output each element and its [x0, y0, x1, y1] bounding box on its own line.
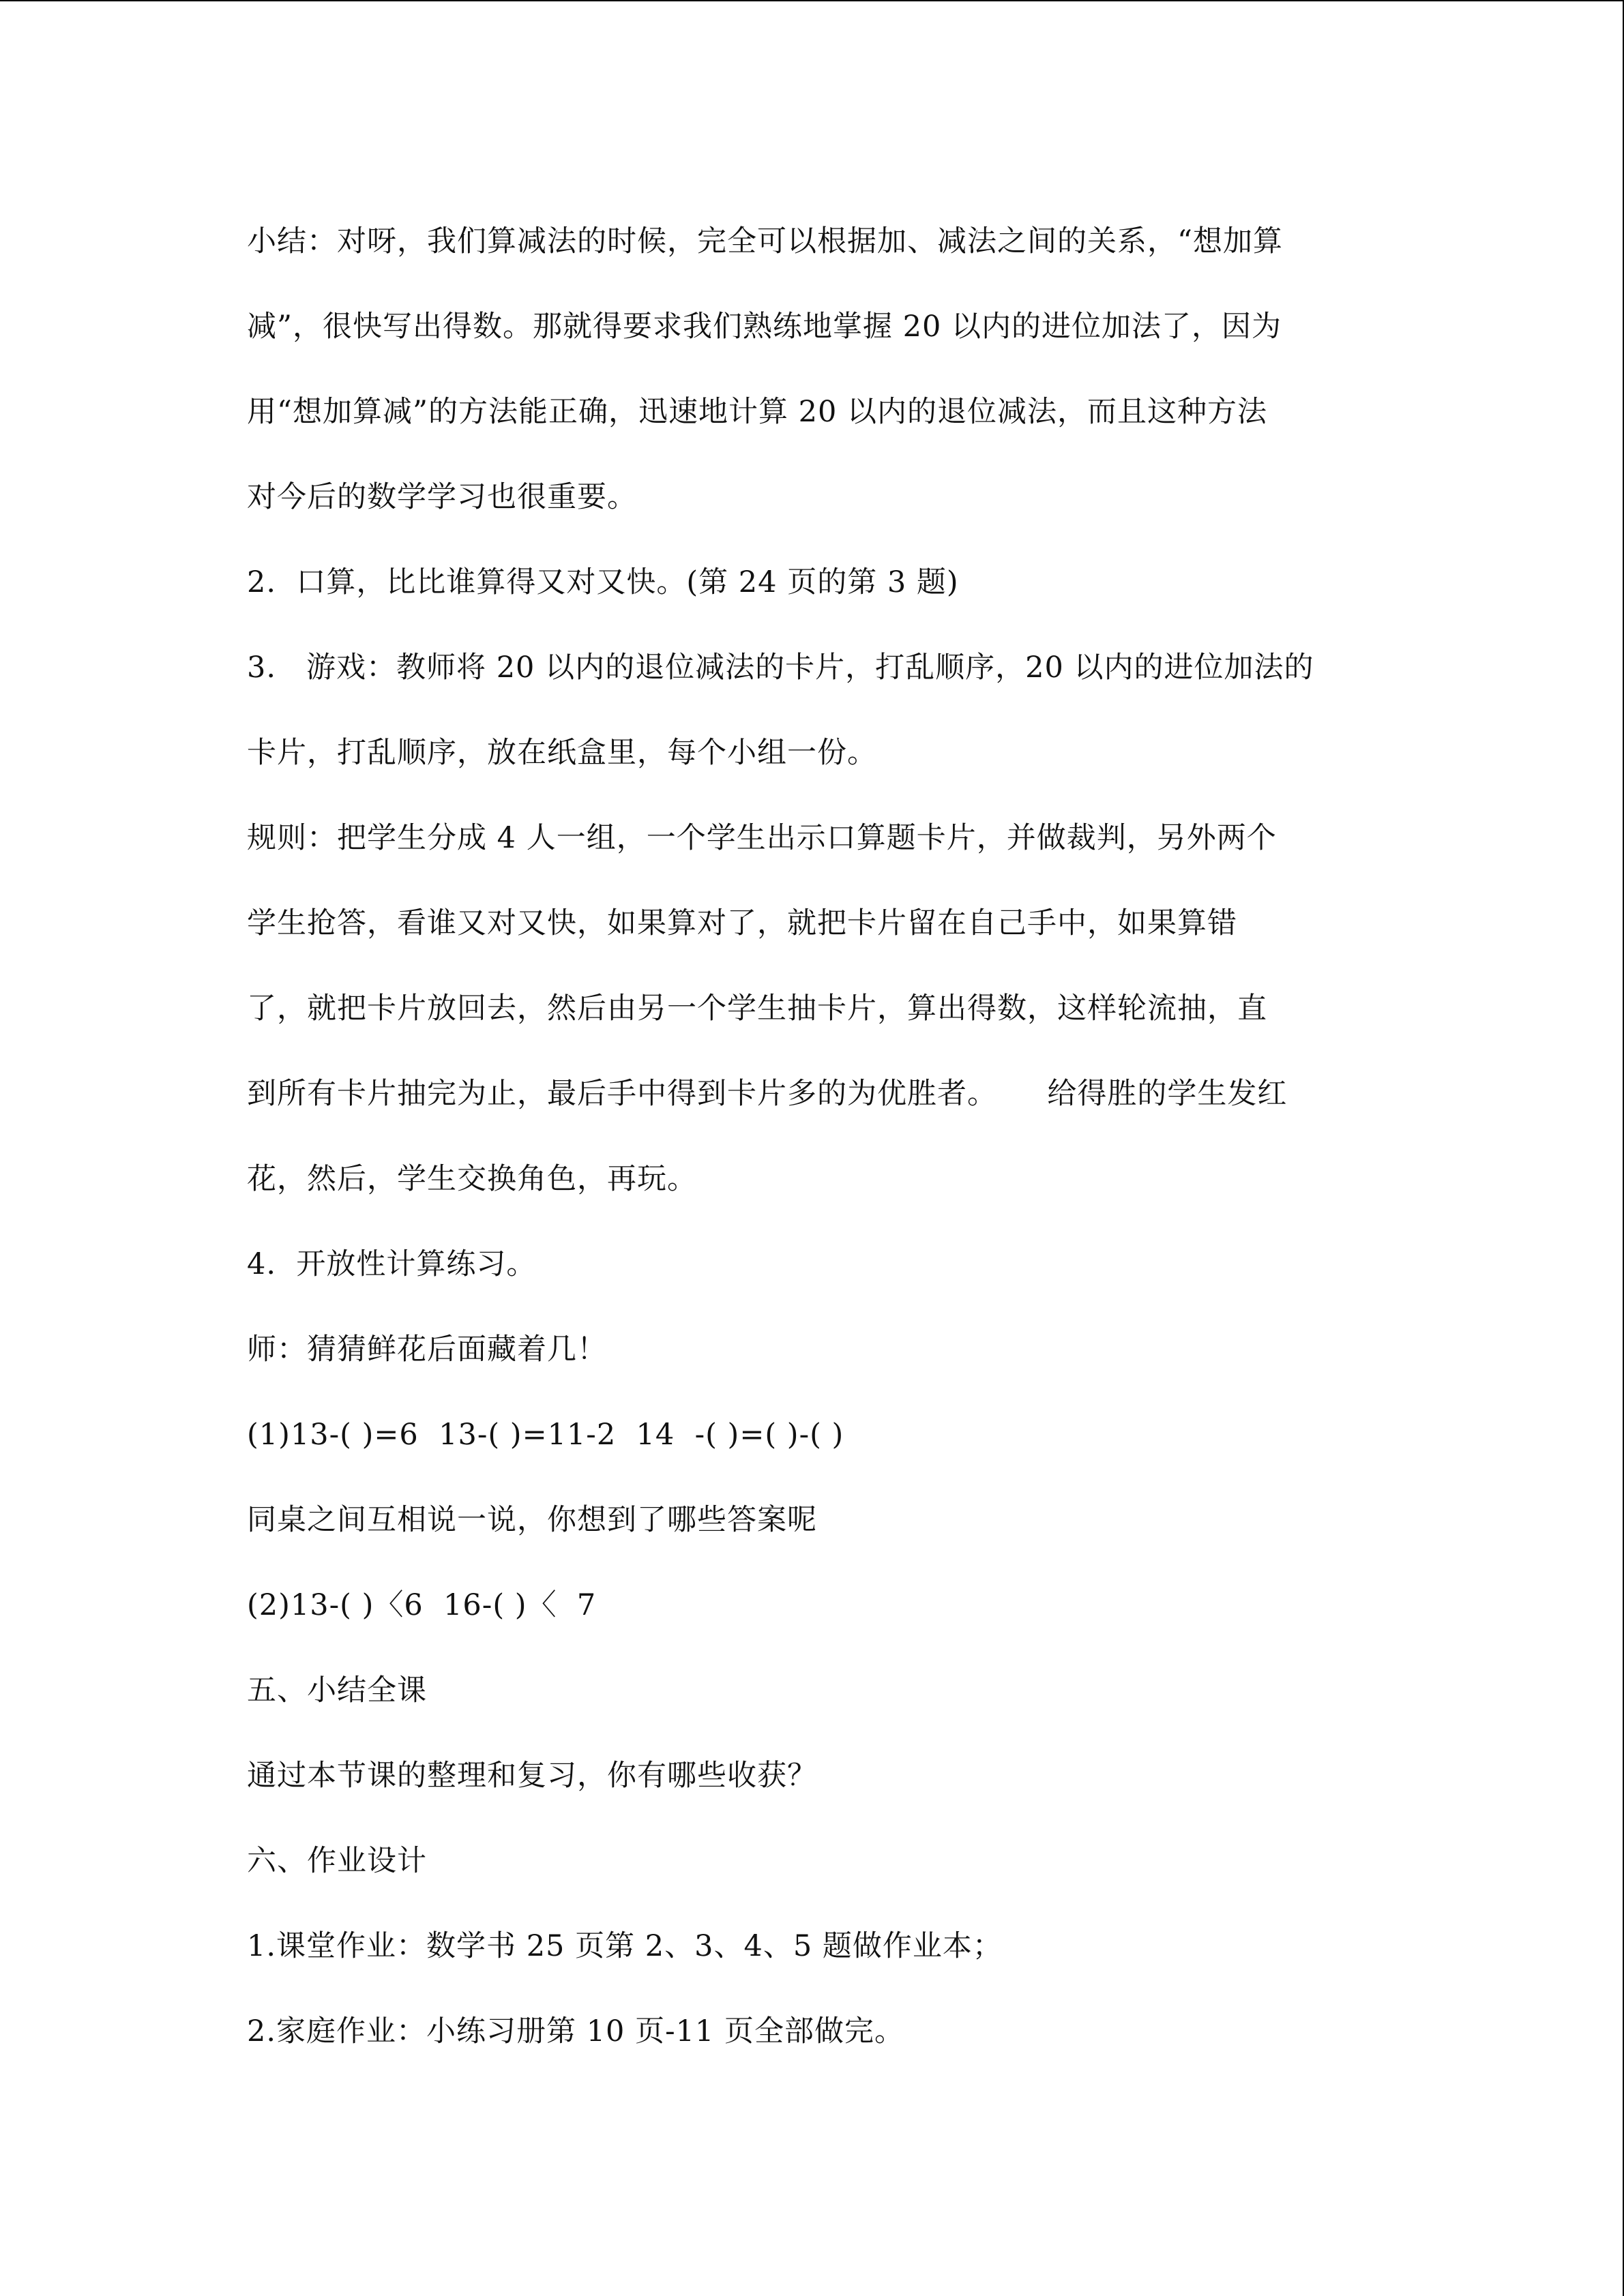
text-line-rules-2: 学生抢答，看谁又对又快，如果算对了，就把卡片留在自己手中，如果算错	[247, 906, 1237, 940]
section-heading-summary: 五、小结全课	[247, 1673, 427, 1708]
text-line-summary-4: 对今后的数学学习也很重要。	[247, 480, 637, 514]
text-line-item-3-cont: 卡片，打乱顺序，放在纸盒里，每个小组一份。	[247, 736, 877, 770]
text-line-homework-2: 2.家庭作业：小练习册第 10 页-11 页全部做完。	[247, 2014, 904, 2048]
text-line-rules-4: 到所有卡片抽完为止，最后手中得到卡片多的为优胜者。 给得胜的学生发红	[247, 1077, 1288, 1111]
section-heading-homework: 六、作业设计	[247, 1844, 427, 1878]
text-line-discussion: 同桌之间互相说一说，你想到了哪些答案呢	[247, 1503, 817, 1537]
text-line-summary-2: 减”，很快写出得数。那就得要求我们熟练地掌握 20 以内的进位加法了，因为	[247, 310, 1282, 344]
text-line-exercise-1: (1)13-( )=6 13-( )=11-2 14 -( )=( )-( )	[247, 1418, 844, 1452]
text-line-rules-3: 了，就把卡片放回去，然后由另一个学生抽卡片，算出得数，这样轮流抽，直	[247, 992, 1267, 1026]
text-line-exercise-2: (2)13-( )〈6 16-( )〈 7	[247, 1588, 597, 1622]
text-line-teacher: 师：猜猜鲜花后面藏着几！	[247, 1332, 607, 1367]
text-line-summary-3: 用“想加算减”的方法能正确，迅速地计算 20 以内的退位减法，而且这种方法	[247, 395, 1268, 429]
text-line-item-4: 4. 开放性计算练习。	[247, 1247, 537, 1281]
document-body	[247, 217, 1387, 2092]
text-line-homework-1: 1.课堂作业：数学书 25 页第 2、3、4、5 题做作业本；	[247, 1929, 1003, 1963]
text-line-rules-1: 规则：把学生分成 4 人一组，一个学生出示口算题卡片，并做裁判，另外两个	[247, 821, 1277, 855]
text-line-reflection: 通过本节课的整理和复习，你有哪些收获？	[247, 1759, 817, 1793]
text-line-item-2: 2. 口算，比比谁算得又对又快。(第 24 页的第 3 题)	[247, 565, 959, 599]
text-line-item-3-game: 3. 游戏：教师将 20 以内的退位减法的卡片，打乱顺序，20 以内的进位加法的	[247, 651, 1314, 685]
text-line-summary-1: 小结：对呀，我们算减法的时候，完全可以根据加、减法之间的关系，“想加算	[247, 224, 1283, 258]
text-line-rules-5: 花，然后，学生交换角色，再玩。	[247, 1162, 697, 1196]
